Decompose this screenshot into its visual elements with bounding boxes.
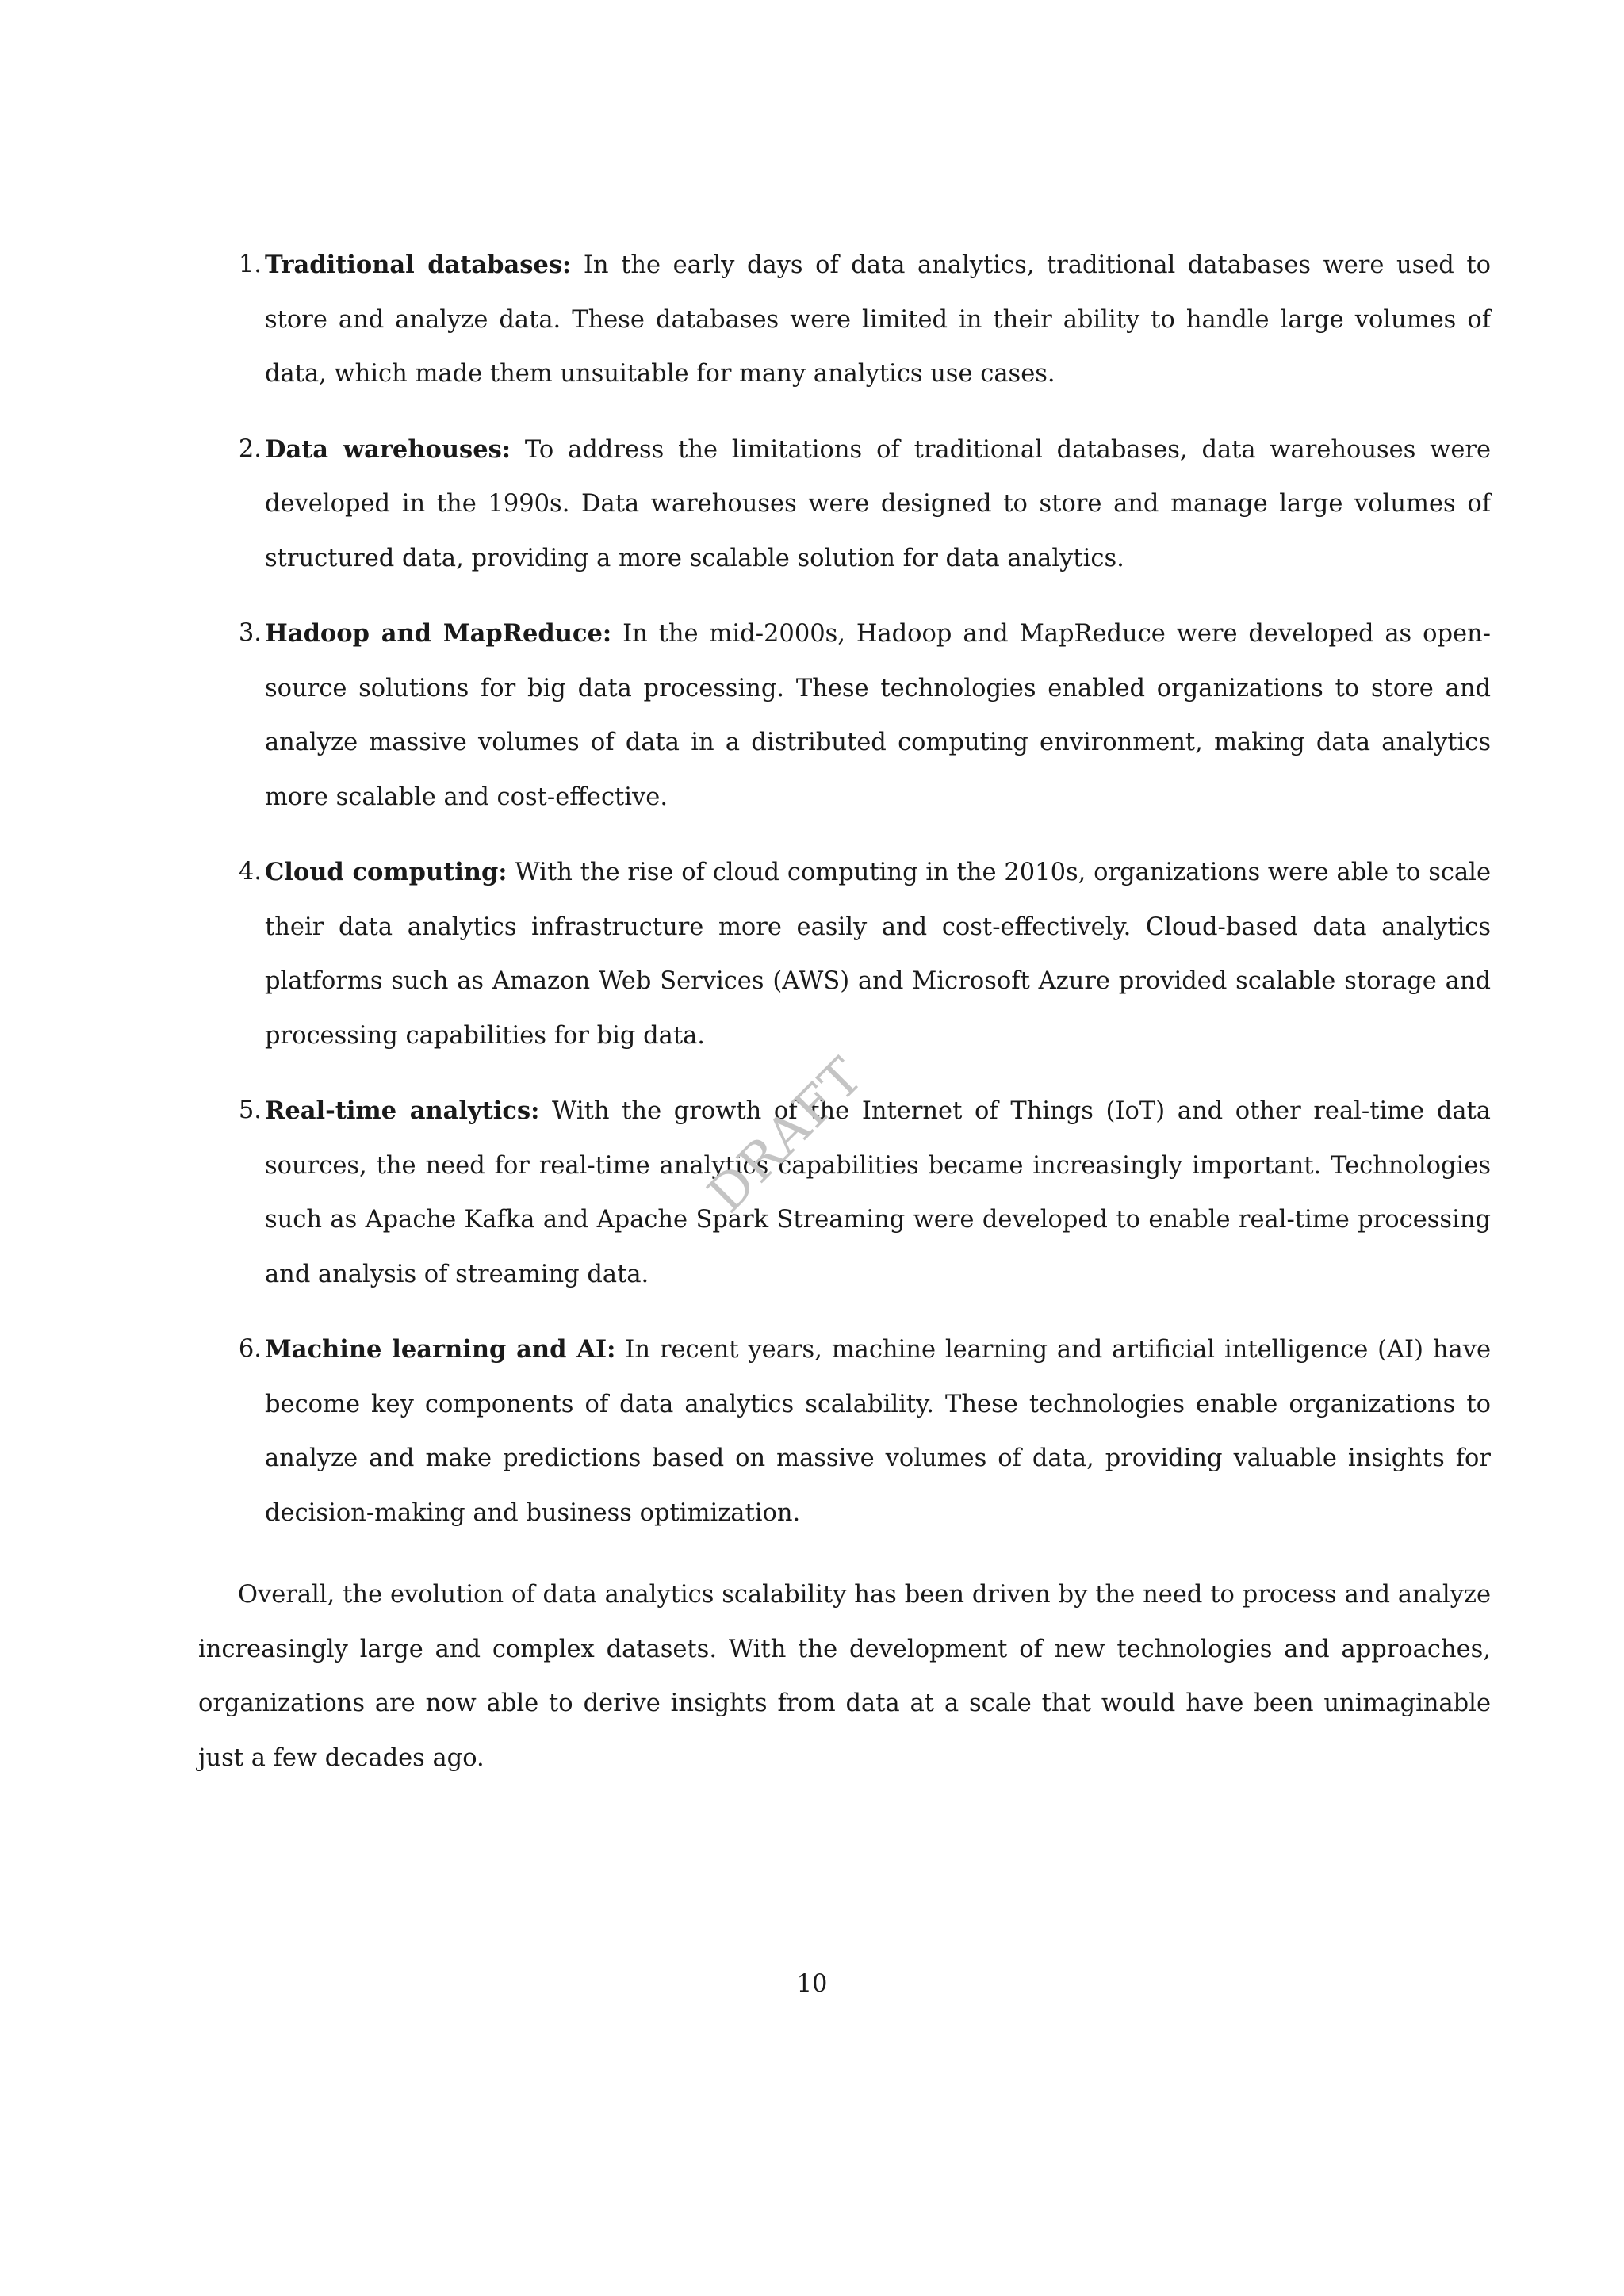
list-item-text: In recent years, machine learning and artificial intelligence (AI) have become key components of data analytics scalability. These technologies enable organizations to analyze and make predictions based on massive volumes of data, providing valuable insights for decision-making and business optimization. [265,1336,1491,1527]
draft-watermark: DRAFT [697,1046,875,1225]
list-item [198,238,1491,402]
list-item [198,423,1491,587]
list-item-term: Hadoop and MapReduce: [265,619,612,648]
list-item [198,1322,1491,1540]
closing-paragraph: Overall, the evolution of data analytics scalability has been driven by the need to process and analyze increasingly large and complex datasets. With the development of new technologies and approaches, organizations are now able to derive insights from data at a scale that would have been unimaginable just a few decades ago. [198,1581,1491,1772]
list-item-term: Machine learning and AI: [265,1335,616,1364]
list-item [198,1084,1491,1302]
list-item [198,845,1491,1063]
list-item-number: 1. [238,251,262,278]
list-item-text: In the early days of data analytics, traditional databases were used to store and analyze data. These databases were limited in their ability to handle large volumes of data, which made them unsuitable for many analytics use cases. [265,251,1491,388]
list-item-term: Cloud computing: [265,858,508,886]
list-item-text: In the mid-2000s, Hadoop and MapReduce were developed as open-source solutions for big data processing. These technologies enabled organizations to store and analyze massive volumes of data in a distributed computing environment, making data analytics more scalable and cost-effective. [265,620,1491,811]
page-number: 10 [796,1970,828,1998]
list-item [198,607,1491,825]
list-item-text: To address the limitations of traditional databases, data warehouses were developed in the 1990s. Data warehouses were designed to store and manage large volumes of structured data, providing a more scalable solution for data analytics. [265,435,1492,572]
list-item-number: 5. [238,1096,262,1124]
list-item-term: Data warehouses: [265,434,511,464]
list-item-text: With the growth of the Internet of Things (IoT) and other real-time data sources, the need for real-time analytics capabilities became increasingly important. Technologies such as Apache Kafka and Apache Spark Streaming were developed to enable real-time processing and analysis of streaming data. [265,1097,1491,1288]
numbered-list [198,238,1491,1561]
list-item-text: With the rise of cloud computing in the 2010s, organizations were able to scale their data analytics infrastructure more easily and cost-effectively. Cloud-based data analytics platforms such as Amazon Web Services (AWS) and Microsoft Azure provided scalable storage and processing capabilities for big data. [265,859,1491,1050]
list-item-number: 2. [238,434,262,463]
list-item-number: 6. [238,1335,262,1363]
list-item-term: Real-time analytics: [265,1096,540,1125]
list-item-term: Traditional databases: [265,251,572,279]
list-item-number: 3. [238,619,262,647]
list-item-number: 4. [238,858,262,886]
